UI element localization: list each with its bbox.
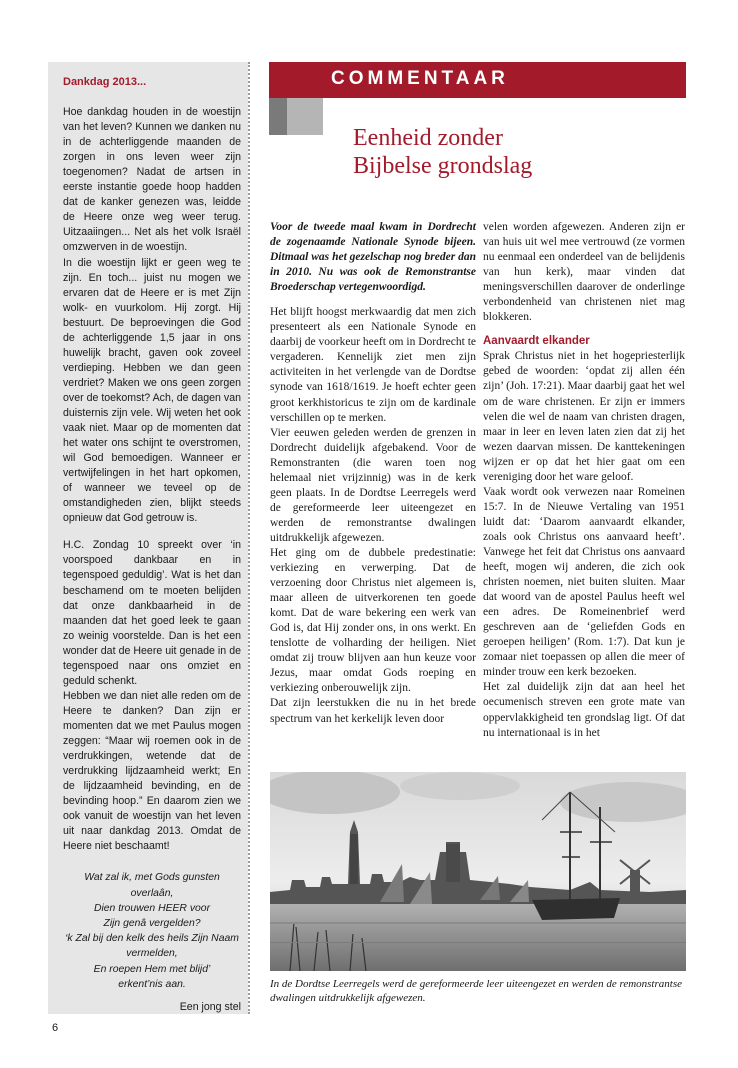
poem-line: Dien trouwen HEER voor (93, 902, 211, 914)
article-column-1 (270, 220, 476, 727)
poem-line: erkent’nis aan. (118, 978, 186, 990)
article-paragraph: Vier eeuwen geleden werden de grenzen in Dordrecht duidelijk afgebakend. Voor de Remonstranten (die waren toen nog helemaal niet vrijzinnig) was in de kerk geen plaats. In de Dordtse Leerregels werd de gereformeerde leer uiteengezet en werden de remonstrantse dwalingen uitdrukkelijk afgewezen. (270, 426, 476, 544)
image-caption: In de Dordtse Leerregels werd de gereformeerde leer uiteengezet en werden de remonstrantse dwalingen uitdrukkelijk afgewezen. (270, 978, 682, 1004)
article-paragraph: Het zal duidelijk zijn dat aan heel het oecumenisch streven een grote mate van oppervlakkigheid ten grondslag ligt. Of dat nu internationaal is in het (483, 681, 685, 739)
article-paragraph: velen worden afgewezen. Anderen zijn er van huis uit wel mee vertrouwd (ze vormen nu eenmaal een onderdeel van de belijdenis van hun kerk), maar vinden dat meningsverschillen daarover de onderlinge verbondenheid van christenen niet mag blokkeren. (483, 221, 685, 324)
article-paragraph: Dat zijn leerstukken die nu in het brede spectrum van het kerkelijk leven door (270, 697, 476, 725)
article-lead: Voor de tweede maal kwam in Dordrecht de zogenaamde Nationale Synode bijeen. Ditmaal was het gezelschap nog breder dan in 2010. Nu was ook de Remonstrantse Broederschap vertegenwoordigd. (270, 221, 476, 294)
page-number: 6 (52, 1022, 59, 1034)
poem-line: overlaân, (130, 887, 174, 899)
title-line: Bijbelse grondslag (353, 153, 533, 179)
sidebar-divider (248, 62, 250, 1014)
sidebar-paragraph: Hoe dankdag houden in de woestijn van het leven? Kunnen we danken nu in de achterliggende maanden de zorgen in ons leven weer zijn toegenomen? Nadat de artsen in eerste instantie goede hoop hadden dat de kanker genezen was, leidde de Heere onze weg weer terug. Uitzaaiingen... Net als het volk Israël omzwerven in de woestijn. (63, 106, 241, 254)
title-line: Eenheid zonder (353, 125, 503, 151)
sidebar-poem (63, 870, 241, 992)
poem-line: Zijn genâ vergelden? (103, 917, 201, 929)
article-paragraph: Vaak wordt ook verwezen naar Romeinen 15:7. In de Nieuwe Vertaling van 1951 luidt dat: ‘Daarom aanvaardt elkander, zoals ook Christus ons aanvaard heeft’. Vanwege het feit dat Christus ons aanvaard heeft, mogen wij anderen, die zich ook christen noemen, niet buiten sluiten. Maar dat woord van de apostel Paulus heeft wel een adres. De Romeinenbrief werd geschreven aan de ‘geliefden Gods en geroepen heiligen’ (Rom. 1:7). Dat kun je zomaar niet toepassen op allen die meer of minder trouw een kerk bezoeken. (483, 485, 685, 679)
article-subheading: Aanvaardt elkander (483, 335, 590, 348)
article-paragraph: Sprak Christus niet in het hogepriesterlijk gebed de woorden: ‘opdat zij allen één zijn’ (Joh. 17:21). Maar daarbij gaat het wel om de ware christenen. Er zijn er immers velen die wel de naam van christen dragen, maar in leer en leven laten zien dat zij het wezen daarvan missen. De kanttekeningen wijzen er op dat het hier gaat om een vereniging door het ware geloof. (483, 350, 685, 483)
article-title (353, 124, 532, 180)
dordrecht-harbor-image (270, 772, 686, 971)
poem-line: En roepen Hem met blijd’ (93, 963, 211, 975)
article-paragraph: Het blijft hoogst merkwaardig dat men zich presenteert als een Nationale Synode en daarbij de voorkeur heeft om in Dordrecht te vergaderen. Kennelijk ziet men zijn activiteiten in het verlengde van de Dordtse synode van 1618/1619. Je hoeft echter geen groot kerkhistoricus te zijn om de kardinale verschillen op te merken. (270, 306, 476, 424)
poem-line: ‘k Zal bij den kelk des heils Zijn Naam (65, 933, 239, 945)
sidebar-paragraph: In die woestijn lijkt er geen weg te zijn. En toch... juist nu mogen we ervaren dat de Heere er is met Zijn wolk- en vuurkolom. Hij zorgt. Hij bestuurt. De beproevingen die God de achterliggende 1,5 jaar in ons huwelijk bracht, gaven ook zoveel verdieping. Hebben we dan geen verdriet? Maken we ons geen zorgen over de toekomst? Ach, de dagen van duisternis zijn vele. Wij weten het ook vaak niet. Maar op de momenten dat het water ons schijnt te overstromen, wil God bemoedigen. Wanneer er vertwijfelingen in het hart opkomen, of wanneer we teveel op de omstandigheden zien, blijkt steeds opnieuw dat God getrouw is. (63, 256, 241, 525)
decorative-square-light (287, 98, 323, 135)
poem-line: vermelden, (126, 948, 178, 960)
sidebar-signature: Een jong stel (179, 1000, 241, 1013)
sidebar-heading: Dankdag 2013... (63, 76, 147, 88)
article-column-2 (483, 220, 685, 741)
article-paragraph: Het ging om de dubbele predestinatie: verkiezing en verwerping. Dat de verzoening door Christus niet algemeen is, maar alleen de uitverkorenen ten goede komt. Dat de ware bekering een werk van God is, dat Hij zonder ons, in ons werkt. En tenslotte de volharding der heiligen. Niet omdat zij trouw blijven aan hun keuze voor Jezus, maar omdat Gods roeping en verkiezing onberouwelijk zijn. (270, 546, 476, 695)
sidebar-paragraph: H.C. Zondag 10 spreekt over ‘in voorspoed dankbaar en in tegenspoed geduldig’. Wat is het dan beschamend om te moeten belijden dat onze dankbaarheid in de maanden dat het goed leek te gaan zo weinig voorstelde. Dan is het een wonder dat de Heere uit genade in de tegenspoed naar ons omziet en geduld schenkt. (63, 539, 241, 687)
poem-line: Wat zal ik, met Gods gunsten (84, 872, 220, 884)
section-label: COMMENTAAR (331, 68, 509, 89)
sidebar-content (63, 66, 241, 1015)
sidebar-paragraph: Hebben we dan niet alle reden om de Heere te danken? Dan zijn er momenten dat we met Paulus mogen zeggen: “Maar wij roemen ook in de verdrukkingen, wetende dat de verdrukking lijdzaamheid werkt; En de lijdzaamheid bevinding, en de bevinding hoop.” En daarom zien we ook vanuit de woestijn van het leven uit naar dankdag 2013. Omdat de Heere niet beschaamt! (63, 689, 241, 853)
